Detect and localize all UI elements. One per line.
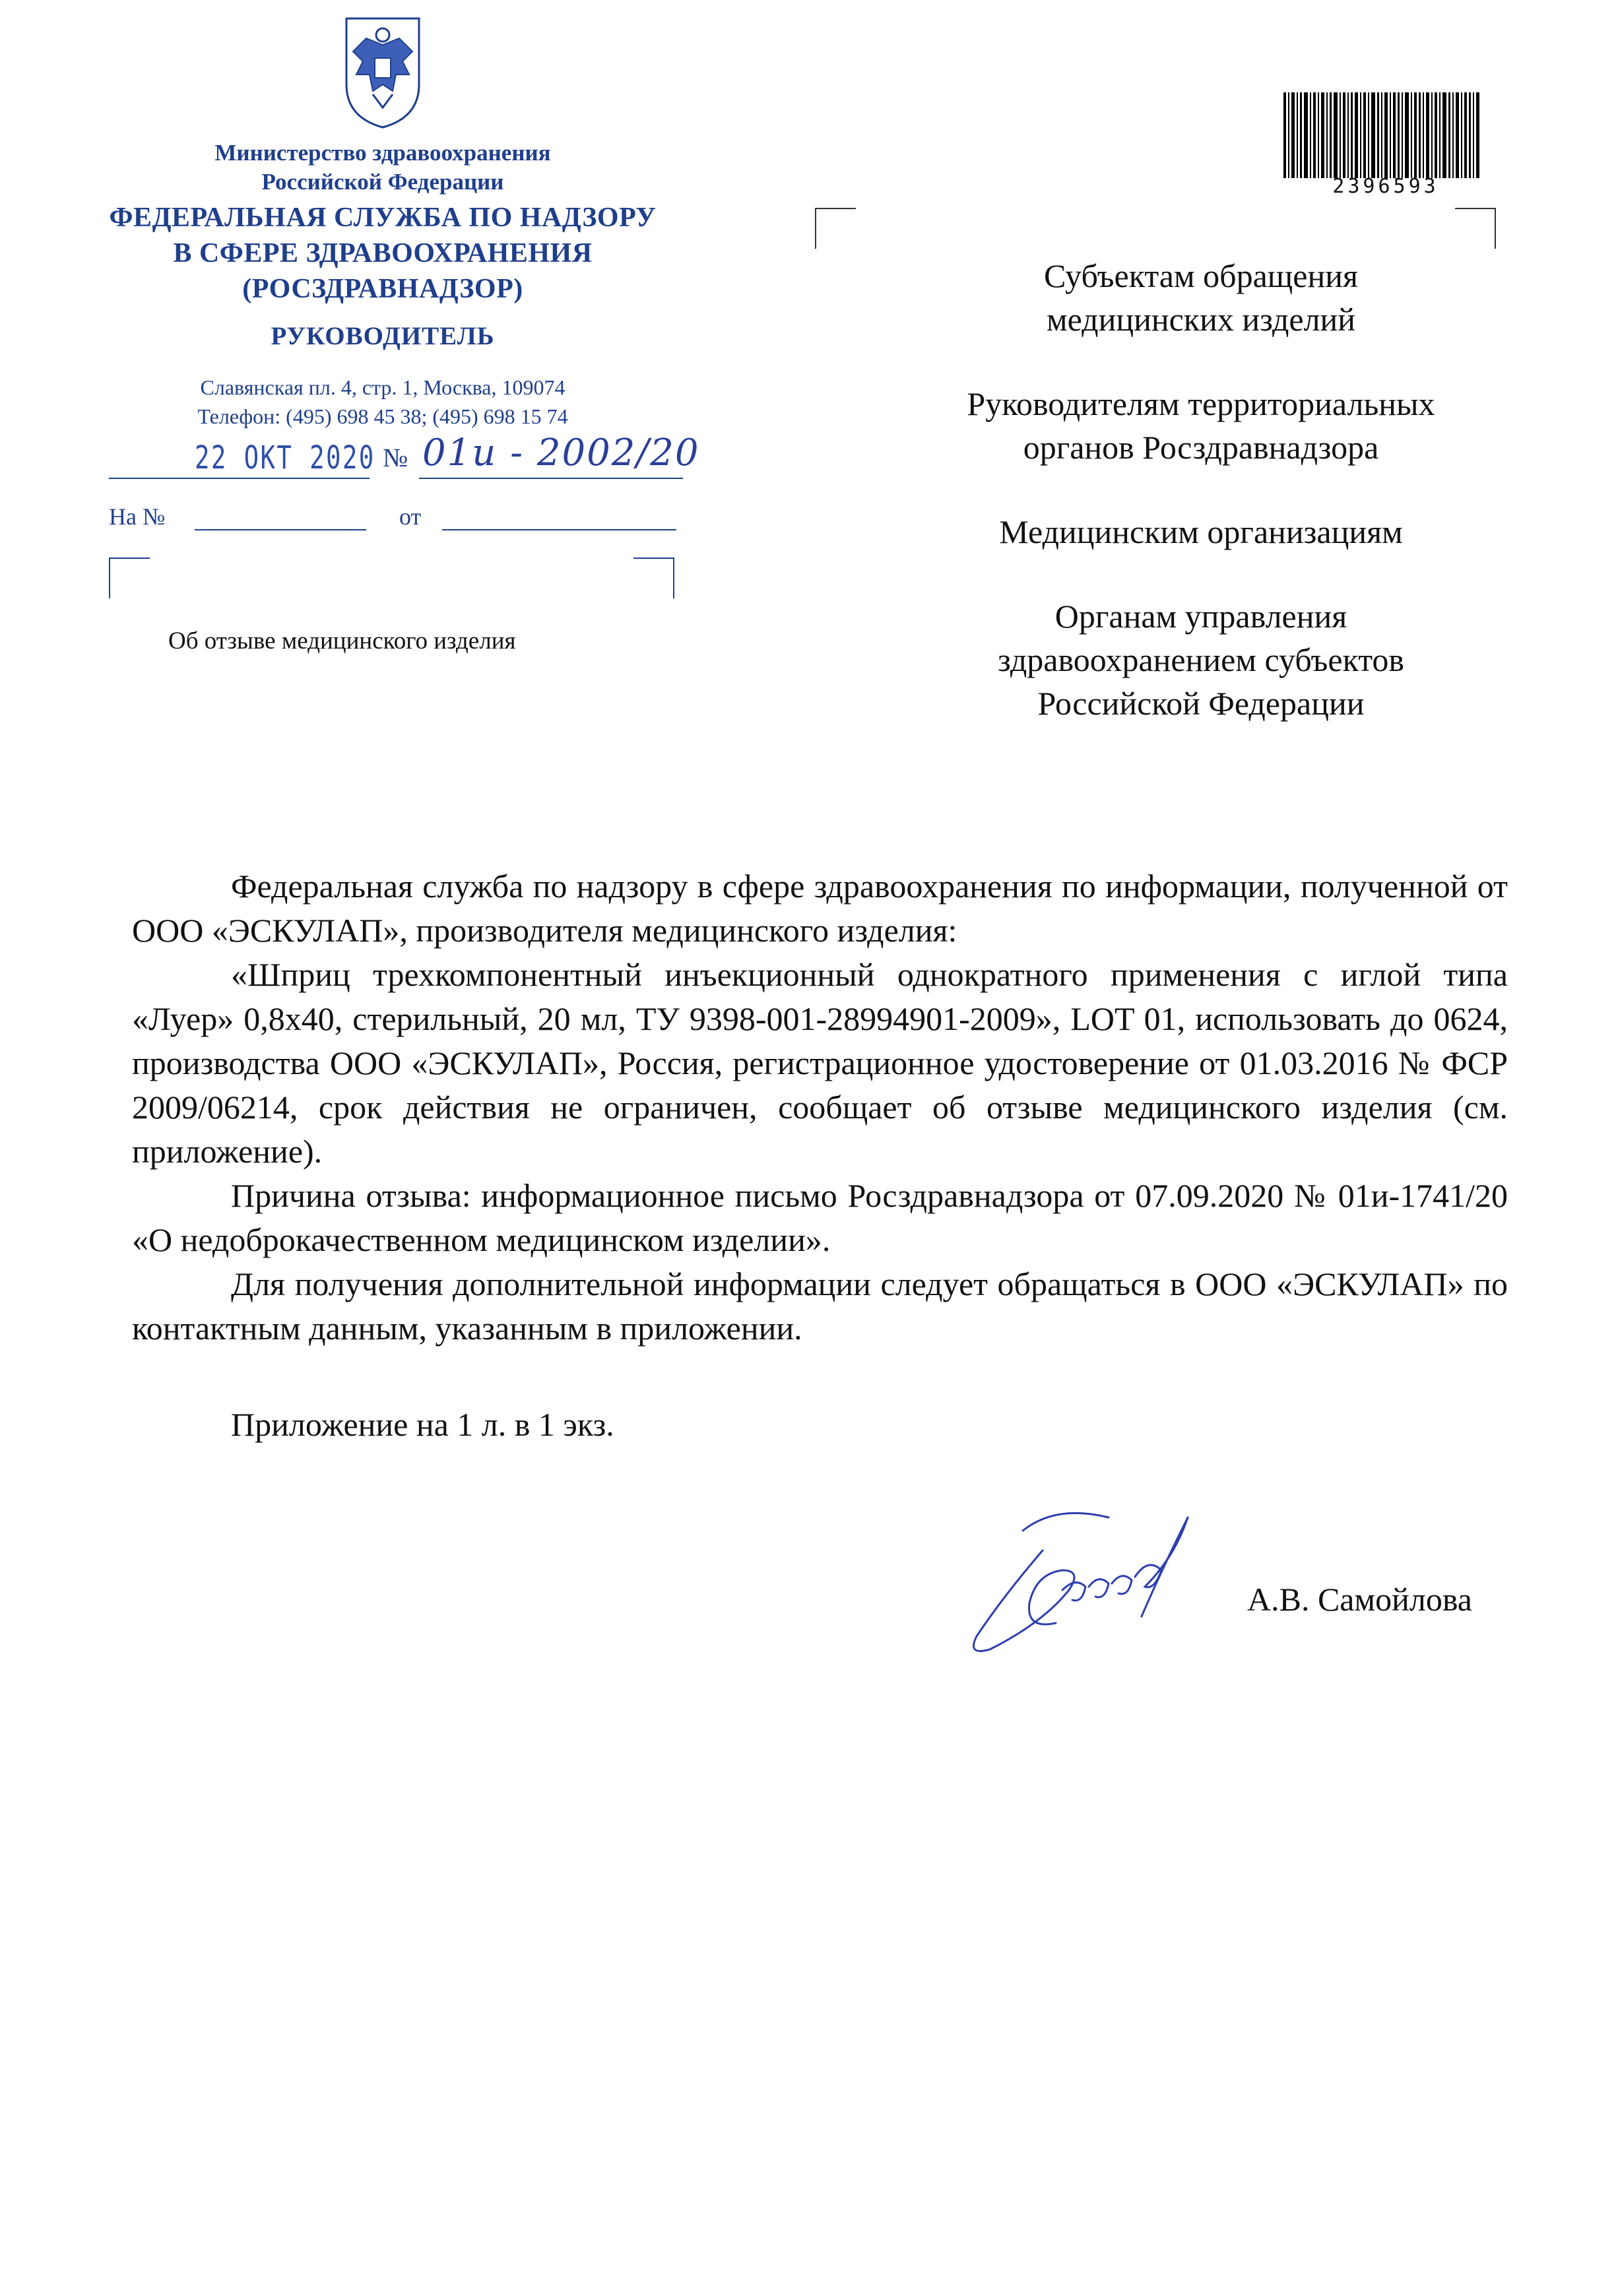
letter-body [132, 864, 1508, 1351]
recipient-corner-left [815, 208, 856, 249]
date-stamp: 22 ОКТ 2020 [195, 439, 375, 476]
body-paragraph-2: «Шприц трехкомпонентный инъекционный однократного применения с иглой типа «Луер» 0,8х40, стерильный, 20 мл, ТУ 9398-001-28994901-2009», LOT 01, использовать до 0624, производства ООО «ЭСКУЛАП», Россия, регистрационное удостоверение от 01.03.2016 № ФСР 2009/06214, срок действия не ограничен, сообщает об отзыве медицинского изделия (см. приложение). [132, 956, 1508, 1170]
reference-line [109, 501, 690, 534]
head-title: РУКОВОДИТЕЛЬ [271, 322, 495, 350]
na-label: На № [109, 503, 166, 530]
signature-icon [963, 1478, 1280, 1676]
recipient-4-line-1: Органам управления [1054, 598, 1347, 635]
corner-mark-right [633, 558, 674, 598]
body-paragraph-4: Для получения дополнительной информации следует обращаться в ООО «ЭСКУЛАП» по контактным данным, указанным в приложении. [132, 1265, 1508, 1347]
ot-label: от [399, 503, 422, 530]
ministry-name [92, 139, 673, 197]
service-name [92, 200, 673, 307]
recipient-corner-right [1455, 208, 1496, 249]
annex-note: Приложение на 1 л. в 1 экз. [231, 1406, 614, 1443]
address-block [92, 373, 673, 431]
recipients-block [864, 254, 1537, 766]
service-line-2: В СФЕРЕ ЗДРАВООХРАНЕНИЯ [173, 238, 593, 269]
service-line-3: (РОСЗДРАВНАДЗОР) [242, 274, 523, 304]
address: Славянская пл. 4, стр. 1, Москва, 109074 [200, 375, 566, 399]
recipient-3-line-1: Медицинским организациям [999, 513, 1403, 550]
number-sign: № [383, 443, 408, 472]
ministry-line-2: Российской Федерации [261, 169, 504, 195]
outgoing-number-handwritten: 01и - 2002/20 [422, 431, 700, 474]
recipient-1-line-1: Субъектам обращения [1044, 257, 1358, 294]
subject-line: Об отзыве медицинского изделия [168, 627, 516, 654]
recipient-2 [864, 382, 1537, 469]
recipient-1 [864, 254, 1537, 341]
recipient-4-line-3: Российской Федерации [1037, 685, 1365, 722]
recipient-4 [864, 594, 1537, 725]
coat-of-arms-icon [333, 12, 432, 131]
recipient-4-line-2: здравоохранением субъектов [997, 641, 1405, 678]
phone: Телефон: (495) 698 45 38; (495) 698 15 74 [197, 404, 568, 428]
ministry-line-1: Министерство здравоохранения [214, 140, 551, 166]
na-underline [195, 529, 366, 530]
recipient-2-line-2: органов Росздравнадзора [1023, 429, 1379, 466]
recipient-1-line-2: медицинских изделий [1046, 301, 1356, 338]
barcode [1283, 92, 1481, 178]
signer-name: А.В. Самойлова [1247, 1581, 1472, 1618]
recipient-3 [864, 510, 1537, 554]
number-underline [419, 478, 683, 479]
outgoing-line [109, 431, 703, 482]
barcode-number: 2396593 [1332, 175, 1439, 198]
service-line-1: ФЕДЕРАЛЬНАЯ СЛУЖБА ПО НАДЗОРУ [109, 203, 657, 233]
recipient-2-line-1: Руководителям территориальных [967, 385, 1435, 422]
body-paragraph-1: Федеральная служба по надзору в сфере здравоохранения по информации, полученной от ООО «ЭСКУЛАП», производителя медицинского изделия: [132, 868, 1508, 949]
ot-underline [442, 529, 676, 530]
body-paragraph-3: Причина отзыва: информационное письмо Росздравнадзора от 07.09.2020 № 01и-1741/20 «О недоброкачественном медицинском изделии». [132, 1177, 1508, 1258]
date-underline [109, 478, 370, 479]
corner-mark-left [109, 558, 150, 598]
